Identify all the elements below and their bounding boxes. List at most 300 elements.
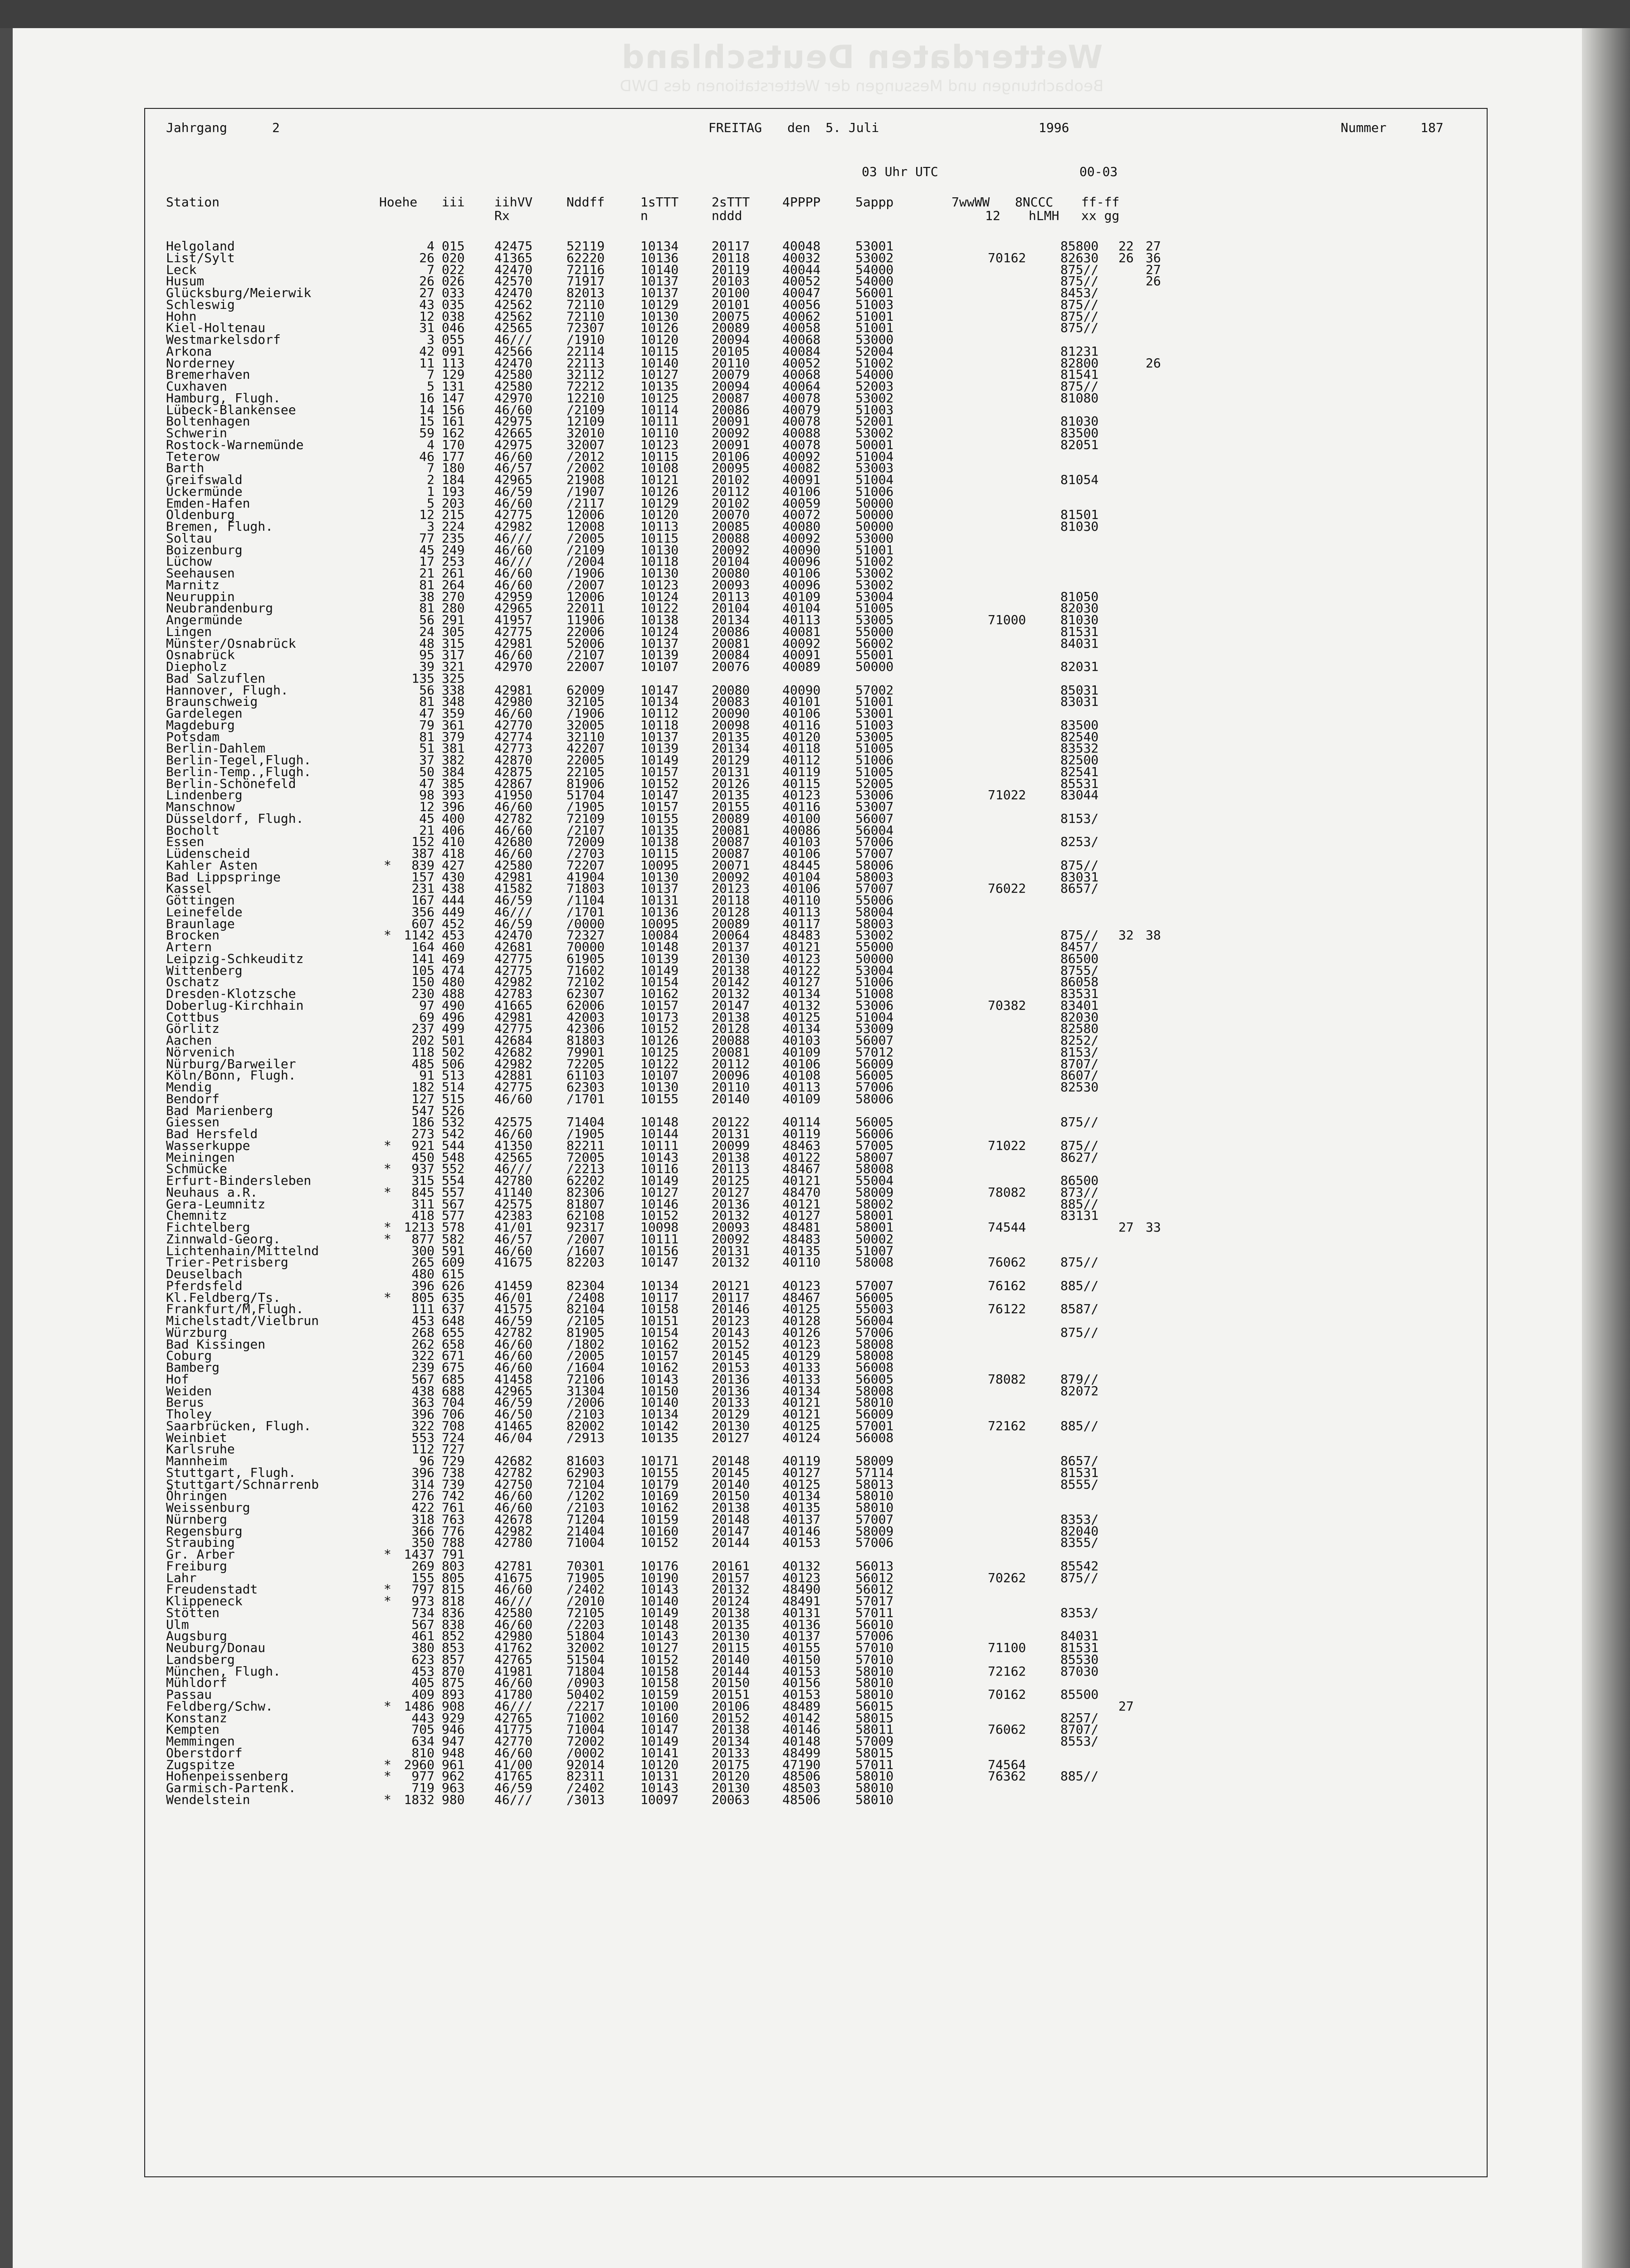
group-8nccc: 83044 [1060, 787, 1099, 803]
group-iihvv: 42566 [494, 343, 533, 359]
group-4pppp: 40153 [782, 1687, 821, 1702]
station-name: Hohenpeissenberg [166, 1769, 288, 1784]
group-1sttt: 10130 [640, 542, 679, 557]
group-iihvv: 42565 [494, 1149, 533, 1165]
elevation: 16 [419, 390, 434, 406]
station-name: Coburg [166, 1348, 212, 1364]
group-nddff: 72212 [566, 379, 605, 394]
station-name: Greifswald [166, 472, 243, 487]
group-5appp: 58008 [855, 1336, 894, 1352]
wind-gust-1: 27 [1118, 1220, 1134, 1235]
group-2sttt: 20096 [712, 1068, 750, 1083]
group-4pppp: 40078 [782, 390, 821, 406]
group-nddff: 92014 [566, 1757, 605, 1772]
group-4pppp: 40131 [782, 1605, 821, 1620]
col-station: Station [166, 195, 220, 210]
group-nddff: 31304 [566, 1383, 605, 1398]
group-1sttt: 10148 [640, 939, 679, 954]
group-7wwww: 71022 [988, 787, 1026, 803]
station-id: 410 [442, 834, 465, 850]
bleed-through-title: Wetterdaten Deutschland [620, 39, 1103, 76]
station-name: Ückermünde [166, 484, 243, 499]
station-name: Aachen [166, 1033, 212, 1048]
group-nddff: 12006 [566, 589, 605, 604]
station-name: Braunschweig [166, 694, 258, 709]
group-4pppp: 40121 [782, 1173, 821, 1188]
station-id: 626 [442, 1278, 465, 1293]
station-name: Dresden-Klotzsche [166, 986, 296, 1001]
elevation: 95 [419, 647, 434, 663]
group-4pppp: 40153 [782, 1663, 821, 1679]
group-nddff: /2402 [566, 1582, 605, 1597]
station-id: 554 [442, 1173, 465, 1188]
elevation: 150 [411, 974, 434, 990]
group-2sttt: 20089 [712, 811, 750, 826]
group-2sttt: 20106 [712, 449, 750, 464]
elevation: 607 [411, 916, 434, 931]
group-5appp: 56001 [855, 285, 894, 300]
elevation: 380 [411, 1640, 434, 1655]
group-4pppp: 40134 [782, 1488, 821, 1504]
group-nddff: 71004 [566, 1535, 605, 1550]
group-4pppp: 48463 [782, 1138, 821, 1153]
group-1sttt: 10137 [640, 729, 679, 744]
wind-gust-2: 27 [1146, 239, 1161, 254]
group-1sttt: 10157 [640, 1348, 679, 1364]
group-2sttt: 20153 [712, 1360, 750, 1375]
group-nddff: 32002 [566, 1640, 605, 1655]
group-5appp: 58003 [855, 869, 894, 885]
group-5appp: 58010 [855, 1500, 894, 1515]
group-5appp: 57010 [855, 1652, 894, 1667]
group-iihvv: 41/00 [494, 1757, 533, 1772]
group-1sttt: 10138 [640, 612, 679, 627]
station-name: Passau [166, 1687, 212, 1702]
group-2sttt: 20147 [712, 997, 750, 1013]
group-1sttt: 10131 [640, 893, 679, 908]
elevation: 366 [411, 1523, 434, 1539]
group-4pppp: 40127 [782, 1208, 821, 1223]
station-name: Tholey [166, 1407, 212, 1422]
group-2sttt: 20123 [712, 881, 750, 896]
group-iihvv: 42470 [494, 285, 533, 300]
period: 00-03 [1079, 164, 1118, 179]
group-iihvv: 41350 [494, 1138, 533, 1153]
group-8nccc: 81080 [1060, 390, 1099, 406]
group-5appp: 58010 [855, 1792, 894, 1807]
station-name: Stuttgart, Flugh. [166, 1465, 296, 1480]
group-4pppp: 40119 [782, 1126, 821, 1141]
group-1sttt: 10136 [640, 250, 679, 265]
group-1sttt: 10154 [640, 974, 679, 990]
group-8nccc: 82530 [1060, 1080, 1099, 1095]
elevation: 37 [419, 753, 434, 767]
group-8nccc: 873// [1060, 1184, 1099, 1200]
station-id: 761 [442, 1500, 465, 1515]
station-name: Seehausen [166, 566, 235, 581]
group-4pppp: 40092 [782, 449, 821, 464]
group-4pppp: 40103 [782, 834, 821, 850]
group-2sttt: 20102 [712, 472, 750, 487]
table-row [166, 661, 1436, 673]
group-1sttt: 10135 [640, 822, 679, 838]
group-1sttt: 10152 [640, 776, 679, 791]
table-row [166, 1432, 1436, 1444]
group-iihvv: 42959 [494, 589, 533, 604]
group-2sttt: 20086 [712, 624, 750, 639]
group-1sttt: 10126 [640, 484, 679, 499]
group-iihvv: 42982 [494, 974, 533, 990]
group-1sttt: 10144 [640, 1126, 679, 1141]
elevation: 24 [419, 624, 434, 639]
group-4pppp: 40106 [782, 881, 821, 896]
group-2sttt: 20131 [712, 1243, 750, 1258]
col-8nccc-sub: hLMH [1029, 208, 1059, 223]
group-4pppp: 40106 [782, 1056, 821, 1071]
group-nddff: 81803 [566, 1033, 605, 1048]
station-id: 648 [442, 1313, 465, 1328]
group-iihvv: 42470 [494, 262, 533, 277]
station-name: Gardelegen [166, 706, 243, 721]
group-iihvv: 41458 [494, 1371, 533, 1387]
elevation: 43 [419, 297, 434, 312]
group-iihvv: 41140 [494, 1184, 533, 1200]
group-iihvv: 41981 [494, 1663, 533, 1679]
group-4pppp: 40113 [782, 1080, 821, 1095]
station-name: Gr. Arber [166, 1547, 235, 1562]
group-8nccc: 8253/ [1060, 834, 1099, 850]
station-id: 249 [442, 542, 465, 557]
group-nddff: 62108 [566, 1208, 605, 1223]
group-2sttt: 20121 [712, 1278, 750, 1293]
group-8nccc: 81030 [1060, 612, 1099, 627]
group-2sttt: 20148 [712, 1453, 750, 1468]
group-5appp: 58013 [855, 1476, 894, 1492]
group-4pppp: 40104 [782, 601, 821, 616]
group-iihvv: 42975 [494, 437, 533, 452]
group-5appp: 56005 [855, 1290, 894, 1305]
group-nddff: 71804 [566, 1663, 605, 1679]
group-2sttt: 20123 [712, 1313, 750, 1328]
group-iihvv: 41780 [494, 1687, 533, 1702]
group-iihvv: 42682 [494, 1453, 533, 1468]
group-4pppp: 40109 [782, 1091, 821, 1106]
group-1sttt: 10160 [640, 1710, 679, 1725]
station-id: 038 [442, 308, 465, 324]
group-2sttt: 20151 [712, 1687, 750, 1702]
group-5appp: 56012 [855, 1570, 894, 1585]
group-2sttt: 20152 [712, 1336, 750, 1352]
station-id: 763 [442, 1511, 465, 1527]
station-name: Berlin-Tegel,Flugh. [166, 753, 312, 767]
group-8nccc: 83532 [1060, 741, 1099, 756]
elevation: 81 [419, 729, 434, 744]
group-5appp: 56015 [855, 1698, 894, 1714]
group-nddff: /2103 [566, 1500, 605, 1515]
station-id: 591 [442, 1243, 465, 1258]
group-nddff: /1905 [566, 1126, 605, 1141]
station-id: 261 [442, 566, 465, 581]
group-iihvv: 42780 [494, 1173, 533, 1188]
group-2sttt: 20105 [712, 343, 750, 359]
group-iihvv: 41365 [494, 250, 533, 265]
group-1sttt: 10162 [640, 1336, 679, 1352]
group-nddff: /1910 [566, 332, 605, 347]
group-iihvv: 41465 [494, 1418, 533, 1433]
elevation: 1142 [404, 928, 434, 943]
elevation: 26 [419, 250, 434, 265]
group-nddff: /2203 [566, 1617, 605, 1632]
group-nddff: 70000 [566, 939, 605, 954]
group-5appp: 51005 [855, 601, 894, 616]
elevation: 5 [427, 495, 434, 511]
group-4pppp: 40068 [782, 332, 821, 347]
elevation: 12 [419, 799, 434, 814]
elevation: 141 [411, 951, 434, 966]
group-nddff: 92317 [566, 1220, 605, 1235]
group-1sttt: 10152 [640, 1535, 679, 1550]
group-4pppp: 40133 [782, 1360, 821, 1375]
station-id: 962 [442, 1769, 465, 1784]
group-1sttt: 10155 [640, 1465, 679, 1480]
group-4pppp: 48470 [782, 1184, 821, 1200]
group-1sttt: 10111 [640, 414, 679, 429]
col-8nccc: 8NCCC [1015, 195, 1054, 210]
group-8nccc: 81030 [1060, 519, 1099, 534]
group-5appp: 53002 [855, 577, 894, 592]
group-4pppp: 40123 [782, 787, 821, 803]
group-8nccc: 8353/ [1060, 1605, 1099, 1620]
group-7wwww: 70162 [988, 1687, 1026, 1702]
group-4pppp: 40106 [782, 484, 821, 499]
group-1sttt: 10139 [640, 647, 679, 663]
group-5appp: 55001 [855, 647, 894, 663]
group-1sttt: 10123 [640, 437, 679, 452]
group-iihvv: 42875 [494, 764, 533, 779]
station-name: Schleswig [166, 297, 235, 312]
group-2sttt: 20088 [712, 530, 750, 546]
group-1sttt: 10137 [640, 881, 679, 896]
group-iihvv: 46/// [494, 904, 533, 919]
group-1sttt: 10115 [640, 449, 679, 464]
station-name: Mendig [166, 1080, 212, 1095]
group-4pppp: 40117 [782, 916, 821, 931]
station-name: Pferdsfeld [166, 1278, 243, 1293]
group-nddff: 72307 [566, 320, 605, 336]
group-2sttt: 20128 [712, 1021, 750, 1036]
group-iihvv: 46/50 [494, 1407, 533, 1422]
group-1sttt: 10120 [640, 507, 679, 523]
elevation: 118 [411, 1044, 434, 1060]
station-id: 156 [442, 402, 465, 417]
elevation: 839 [411, 857, 434, 873]
station-id: 818 [442, 1593, 465, 1608]
station-id: 460 [442, 939, 465, 954]
group-1sttt: 10157 [640, 764, 679, 779]
elevation: 7 [427, 262, 434, 277]
station-id: 805 [442, 1570, 465, 1585]
group-iihvv: 42867 [494, 776, 533, 791]
group-5appp: 55003 [855, 1301, 894, 1317]
group-5appp: 51003 [855, 297, 894, 312]
group-2sttt: 20089 [712, 916, 750, 931]
group-8nccc: 82800 [1060, 355, 1099, 371]
station-name: Lingen [166, 624, 212, 639]
station-id: 184 [442, 472, 465, 487]
station-name: Potsdam [166, 729, 220, 744]
group-5appp: 57006 [855, 1628, 894, 1644]
group-4pppp: 40048 [782, 239, 821, 254]
elevation: 2960 [404, 1757, 434, 1772]
elevation: 567 [411, 1617, 434, 1632]
group-iihvv: 42775 [494, 1080, 533, 1095]
station-name: Nörvenich [166, 1044, 235, 1060]
group-8nccc: 875// [1060, 379, 1099, 394]
group-8nccc: 875// [1060, 262, 1099, 277]
group-4pppp: 40109 [782, 589, 821, 604]
elevated-marker: * [384, 1769, 391, 1784]
group-4pppp: 40059 [782, 495, 821, 511]
group-2sttt: 20095 [712, 460, 750, 476]
group-nddff: 22113 [566, 355, 605, 371]
group-iihvv: 46/60 [494, 799, 533, 814]
station-id: 385 [442, 776, 465, 791]
group-2sttt: 20138 [712, 1009, 750, 1025]
group-iihvv: 42678 [494, 1511, 533, 1527]
group-1sttt: 10140 [640, 1395, 679, 1410]
station-id: 453 [442, 928, 465, 943]
group-iihvv: 41950 [494, 787, 533, 803]
station-name: Essen [166, 834, 205, 850]
station-name: Neubrandenburg [166, 601, 273, 616]
group-1sttt: 10113 [640, 519, 679, 534]
group-4pppp: 40132 [782, 1558, 821, 1574]
group-5appp: 57010 [855, 1640, 894, 1655]
group-5appp: 56010 [855, 1617, 894, 1632]
group-4pppp: 48503 [782, 1780, 821, 1795]
year: 1996 [1039, 120, 1069, 135]
station-id: 474 [442, 963, 465, 978]
elevated-marker: * [384, 1220, 391, 1235]
group-4pppp: 40134 [782, 1383, 821, 1398]
group-5appp: 57009 [855, 1734, 894, 1749]
elevation: 921 [411, 1138, 434, 1153]
station-name: Berlin-Schönefeld [166, 776, 296, 791]
group-2sttt: 20076 [712, 659, 750, 674]
group-8nccc: 82051 [1060, 437, 1099, 452]
elevation: 50 [419, 764, 434, 779]
group-nddff: 72002 [566, 1734, 605, 1749]
station-id: 359 [442, 706, 465, 721]
station-id: 532 [442, 1114, 465, 1130]
group-nddff: 72104 [566, 1476, 605, 1492]
group-4pppp: 40137 [782, 1628, 821, 1644]
group-2sttt: 20140 [712, 1476, 750, 1492]
group-1sttt: 10125 [640, 1044, 679, 1060]
group-1sttt: 10149 [640, 963, 679, 978]
group-2sttt: 20150 [712, 1488, 750, 1504]
group-2sttt: 20079 [712, 367, 750, 382]
group-iihvv: 42782 [494, 811, 533, 826]
group-5appp: 51006 [855, 753, 894, 767]
station-id: 853 [442, 1640, 465, 1655]
station-id: 870 [442, 1663, 465, 1679]
group-nddff: 32110 [566, 729, 605, 744]
station-id: 776 [442, 1523, 465, 1539]
elevation: 42 [419, 343, 434, 359]
elevation: 31 [419, 320, 434, 336]
group-iihvv: 42775 [494, 624, 533, 639]
station-id: 582 [442, 1231, 465, 1246]
group-2sttt: 20146 [712, 1301, 750, 1317]
group-1sttt: 10148 [640, 1617, 679, 1632]
station-name: Garmisch-Partenk. [166, 1780, 296, 1795]
group-8nccc: 8153/ [1060, 811, 1099, 826]
station-id: 637 [442, 1301, 465, 1317]
station-id: 675 [442, 1360, 465, 1375]
station-id: 381 [442, 741, 465, 756]
group-nddff: 81603 [566, 1453, 605, 1468]
group-nddff: /2105 [566, 1313, 605, 1328]
group-nddff: 82104 [566, 1301, 605, 1317]
station-name: Landsberg [166, 1652, 235, 1667]
group-4pppp: 40104 [782, 869, 821, 885]
group-iihvv: 46/04 [494, 1430, 533, 1445]
station-name: Diepholz [166, 659, 227, 674]
group-nddff: /1802 [566, 1336, 605, 1352]
group-2sttt: 20130 [712, 951, 750, 966]
group-nddff: /1604 [566, 1360, 605, 1375]
elevation: 315 [411, 1173, 434, 1188]
elevation: 81 [419, 577, 434, 592]
elevation: 237 [411, 1021, 434, 1036]
station-name: Nürburg/Barweiler [166, 1056, 296, 1071]
group-iihvv: 42570 [494, 274, 533, 289]
group-4pppp: 40110 [782, 1255, 821, 1270]
elevation: 186 [411, 1114, 434, 1130]
station-id: 875 [442, 1675, 465, 1691]
elevation: 69 [419, 1009, 434, 1025]
group-nddff: 32005 [566, 717, 605, 733]
elevation: 453 [411, 1313, 434, 1328]
group-8nccc: 82540 [1060, 729, 1099, 744]
station-id: 393 [442, 787, 465, 803]
station-id: 963 [442, 1780, 465, 1795]
station-id: 264 [442, 577, 465, 592]
station-id: 544 [442, 1138, 465, 1153]
group-8nccc: 8607/ [1060, 1068, 1099, 1083]
elevation: 7 [427, 460, 434, 476]
group-4pppp: 40082 [782, 460, 821, 476]
group-iihvv: 42980 [494, 694, 533, 709]
group-1sttt: 10115 [640, 846, 679, 861]
group-iihvv: 46/01 [494, 1290, 533, 1305]
group-8nccc: 8553/ [1060, 1734, 1099, 1749]
group-2sttt: 20087 [712, 834, 750, 850]
group-1sttt: 10095 [640, 857, 679, 873]
group-iihvv: 46/59 [494, 1313, 533, 1328]
station-name: Emden-Hafen [166, 495, 250, 511]
station-id: 161 [442, 414, 465, 429]
group-4pppp: 40032 [782, 250, 821, 265]
group-1sttt: 10100 [640, 1698, 679, 1714]
station-id: 852 [442, 1628, 465, 1644]
group-1sttt: 10149 [640, 1734, 679, 1749]
group-1sttt: 10135 [640, 379, 679, 394]
group-nddff: 21908 [566, 472, 605, 487]
group-nddff: 71602 [566, 963, 605, 978]
station-id: 609 [442, 1255, 465, 1270]
